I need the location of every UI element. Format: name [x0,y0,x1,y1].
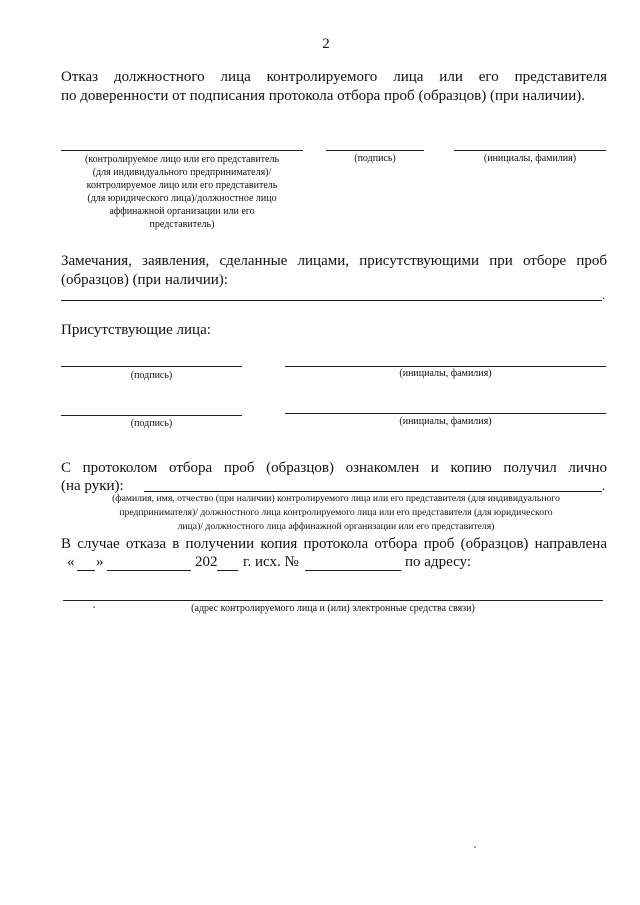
remarks-fill-line [61,300,602,301]
quote-open: « [67,554,75,570]
day-line [77,570,95,571]
refusal-text-line-1: Отказ должностного лица контролируемого лица или его представителя [61,69,607,85]
acquainted-text-line-2: (на руки): [61,478,124,494]
refusal-person-line [61,150,303,151]
acquainted-caption-line: (фамилия, имя, отчество (при наличии) контролируемого лица или его представителя (для индивидуального [112,493,560,504]
present-name-caption: (инициалы, фамилия) [399,416,492,427]
year-suffix: г. исх. № [243,554,299,570]
refusal-person-caption-line: (контролируемое лицо или его представитель [84,154,280,165]
year-line [217,570,238,571]
month-line [107,570,191,571]
present-signature-line [61,415,242,416]
remarks-text-line-1: Замечания, заявления, сделанные лицами, присутствующими при отборе проб [61,253,607,269]
refusal-signature-caption: (подпись) [354,153,396,164]
refusal-person-caption-line: аффинажной организации или его [109,206,255,217]
page-number: 2 [322,36,330,52]
quote-close: » [96,554,104,570]
present-name-line [285,413,606,414]
outgoing-number-line [305,570,401,571]
year-prefix: 202 [195,554,218,570]
refusal-person-caption [52,153,312,231]
refusal-person-caption-line: контролируемое лицо или его представитель [86,180,278,191]
scan-speck [93,606,95,608]
refusal-person-caption-line: представитель) [149,219,215,230]
refusal-person-caption-line: (для юридического лица)/должностное лицо [87,193,277,204]
refusal-signature-line [326,150,424,151]
scan-speck [474,846,476,848]
address-caption: (адрес контролируемого лица и (или) электронные средства связи) [191,603,475,614]
refusal-name-line [454,150,606,151]
address-line [63,600,603,601]
present-name-caption: (инициалы, фамилия) [399,368,492,379]
present-signature-caption: (подпись) [130,418,173,429]
refusal-text-line-2: по доверенности от подписания протокола отбора проб (образцов) (при наличии). [61,88,585,104]
remarks-period: . [602,287,606,302]
present-signature-caption: (подпись) [130,370,173,381]
present-heading: Присутствующие лица: [61,322,211,338]
acquainted-text-line-1: С протоколом отбора проб (образцов) ознакомлен и копию получил лично [61,460,607,476]
refusal-name-caption: (инициалы, фамилия) [483,153,577,164]
acquainted-caption-line: лица)/ должностного лица аффинажной организации или его представителя) [177,521,495,532]
remarks-text-line-2: (образцов) (при наличии): [61,272,228,288]
refusal-person-caption-line: (для индивидуального предпринимателя)/ [92,167,272,178]
acquainted-caption [61,492,611,534]
address-label: по адресу: [405,554,472,570]
acquainted-period: . [602,478,606,493]
present-name-line [285,366,606,367]
acquainted-caption-line: предпринимателя)/ должностного лица контролируемого лица или его представителя (для юридического [119,507,553,518]
present-signature-line [61,366,242,367]
refusal-copy-text-line-1: В случае отказа в получении копия протокола отбора проб (образцов) направлена [61,536,607,552]
